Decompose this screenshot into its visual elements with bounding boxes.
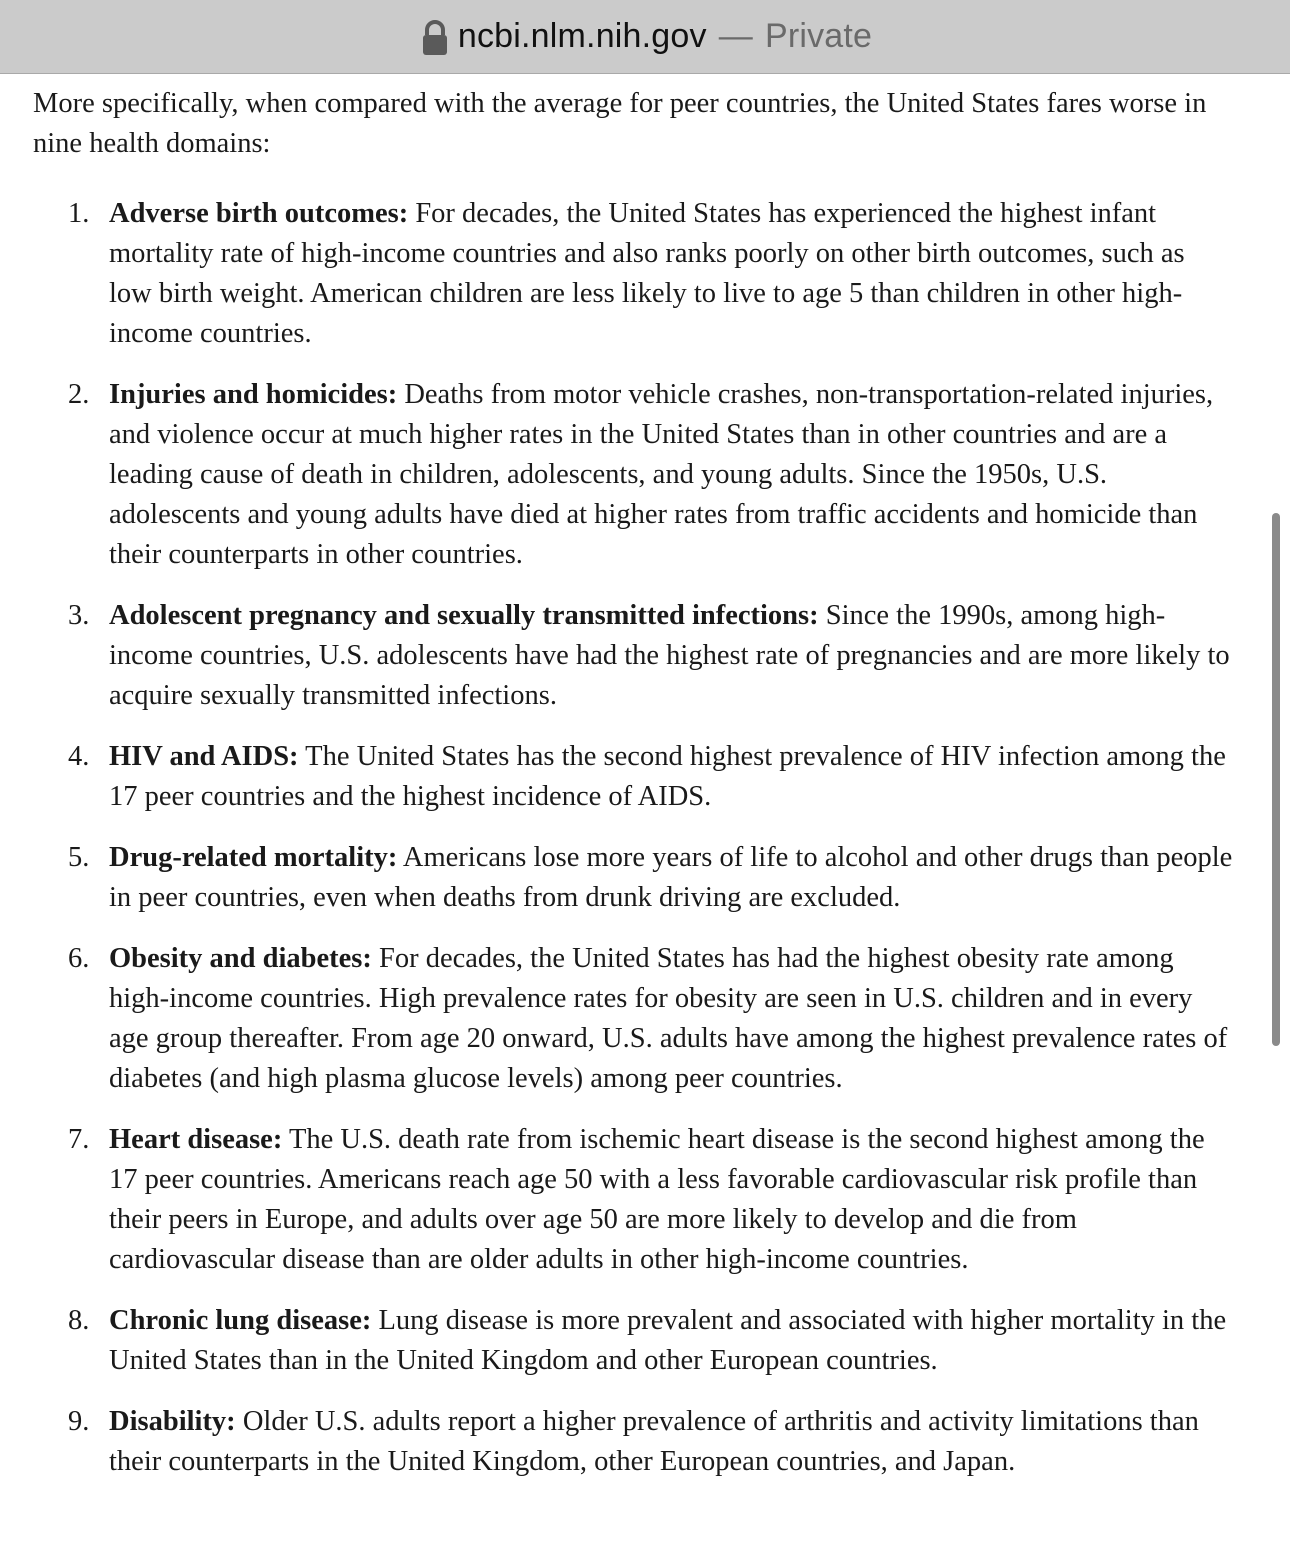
list-item-number: 5. [68,842,90,873]
list-item-number: 1. [68,198,90,229]
list-item-text: For decades, the United States has experienced the highest infant mortality rate of high-income countries and also ranks poorly on other birth outcomes, such as low birth weight. American children are less likely to live to age 5 than children in other high-income countries. [109,198,1185,349]
list-item-text: The U.S. death rate from ischemic heart disease is the second highest among the 17 peer countries. Americans reach age 50 with a less favorable cardiovascular risk profile than their peers in Europe, and adults over age 50 are more likely to develop and die from cardiovascular disease than are older adults in other high-income countries. [109,1124,1205,1275]
list-item-term: Injuries and homicides: [109,379,398,410]
list-item-number: 7. [68,1124,90,1155]
list-item [33,1301,1233,1381]
list-item-term: Heart disease: [109,1124,283,1155]
list-item-number: 6. [68,943,90,974]
url-separator: — [718,17,753,55]
list-item-number: 8. [68,1305,90,1336]
health-domains-list [33,194,1233,1482]
address-bar[interactable] [0,0,1290,74]
list-item-number: 4. [68,741,90,772]
vertical-scrollbar[interactable] [1272,513,1280,1046]
list-item [33,939,1233,1099]
list-item [33,1120,1233,1280]
list-item-text: Americans lose more years of life to alcohol and other drugs than people in peer countries, even when deaths from drunk driving are excluded. [109,842,1233,913]
list-item-text: Lung disease is more prevalent and associated with higher mortality in the United States than in the United Kingdom and other European countries. [109,1305,1227,1376]
list-item [33,1402,1233,1482]
list-item-number: 2. [68,379,90,410]
intro-paragraph: More specifically, when compared with the average for peer countries, the United States fares worse in nine health domains: [33,88,1207,159]
list-item-term: Drug-related mortality: [109,842,398,873]
list-item [33,737,1233,817]
list-item-number: 3. [68,600,90,631]
list-item-text: Since the 1990s, among high-income countries, U.S. adolescents have had the highest rate of pregnancies and are more likely to acquire sexually transmitted infections. [109,600,1230,711]
list-item [33,375,1233,575]
list-item [33,194,1233,354]
list-item-term: Adolescent pregnancy and sexually transmitted infections: [109,600,819,631]
list-item [33,838,1233,918]
private-mode-label: Private [764,17,873,55]
url-domain: ncbi.nlm.nih.gov [457,17,707,55]
list-item-text: The United States has the second highest prevalence of HIV infection among the 17 peer countries and the highest incidence of AIDS. [109,741,1226,812]
list-item-term: Disability: [109,1406,236,1437]
list-item-term: Adverse birth outcomes: [109,198,409,229]
article-body [33,84,1233,1503]
list-item-text: For decades, the United States has had the highest obesity rate among high-income countries. High prevalence rates for obesity are seen in U.S. children and in every age group thereafter. From age 20 onward, U.S. adults have among the highest prevalence rates of diabetes (and high plasma glucose levels) among peer countries. [109,943,1228,1094]
list-item-text: Older U.S. adults report a higher prevalence of arthritis and activity limitations than their counterparts in the United Kingdom, other European countries, and Japan. [109,1406,1199,1477]
list-item-term: Obesity and diabetes: [109,943,372,974]
list-item-number: 9. [68,1406,90,1437]
list-item-term: Chronic lung disease: [109,1305,372,1336]
lock-icon [418,18,452,58]
list-item-text: Deaths from motor vehicle crashes, non-transportation-related injuries, and violence occur at much higher rates in the United States than in other countries and are a leading cause of death in children, adolescents, and young adults. Since the 1950s, U.S. adolescents and young adults have died at higher rates from traffic accidents and homicide than their counterparts in other countries. [109,379,1214,570]
list-item [33,596,1233,716]
list-item-term: HIV and AIDS: [109,741,299,772]
